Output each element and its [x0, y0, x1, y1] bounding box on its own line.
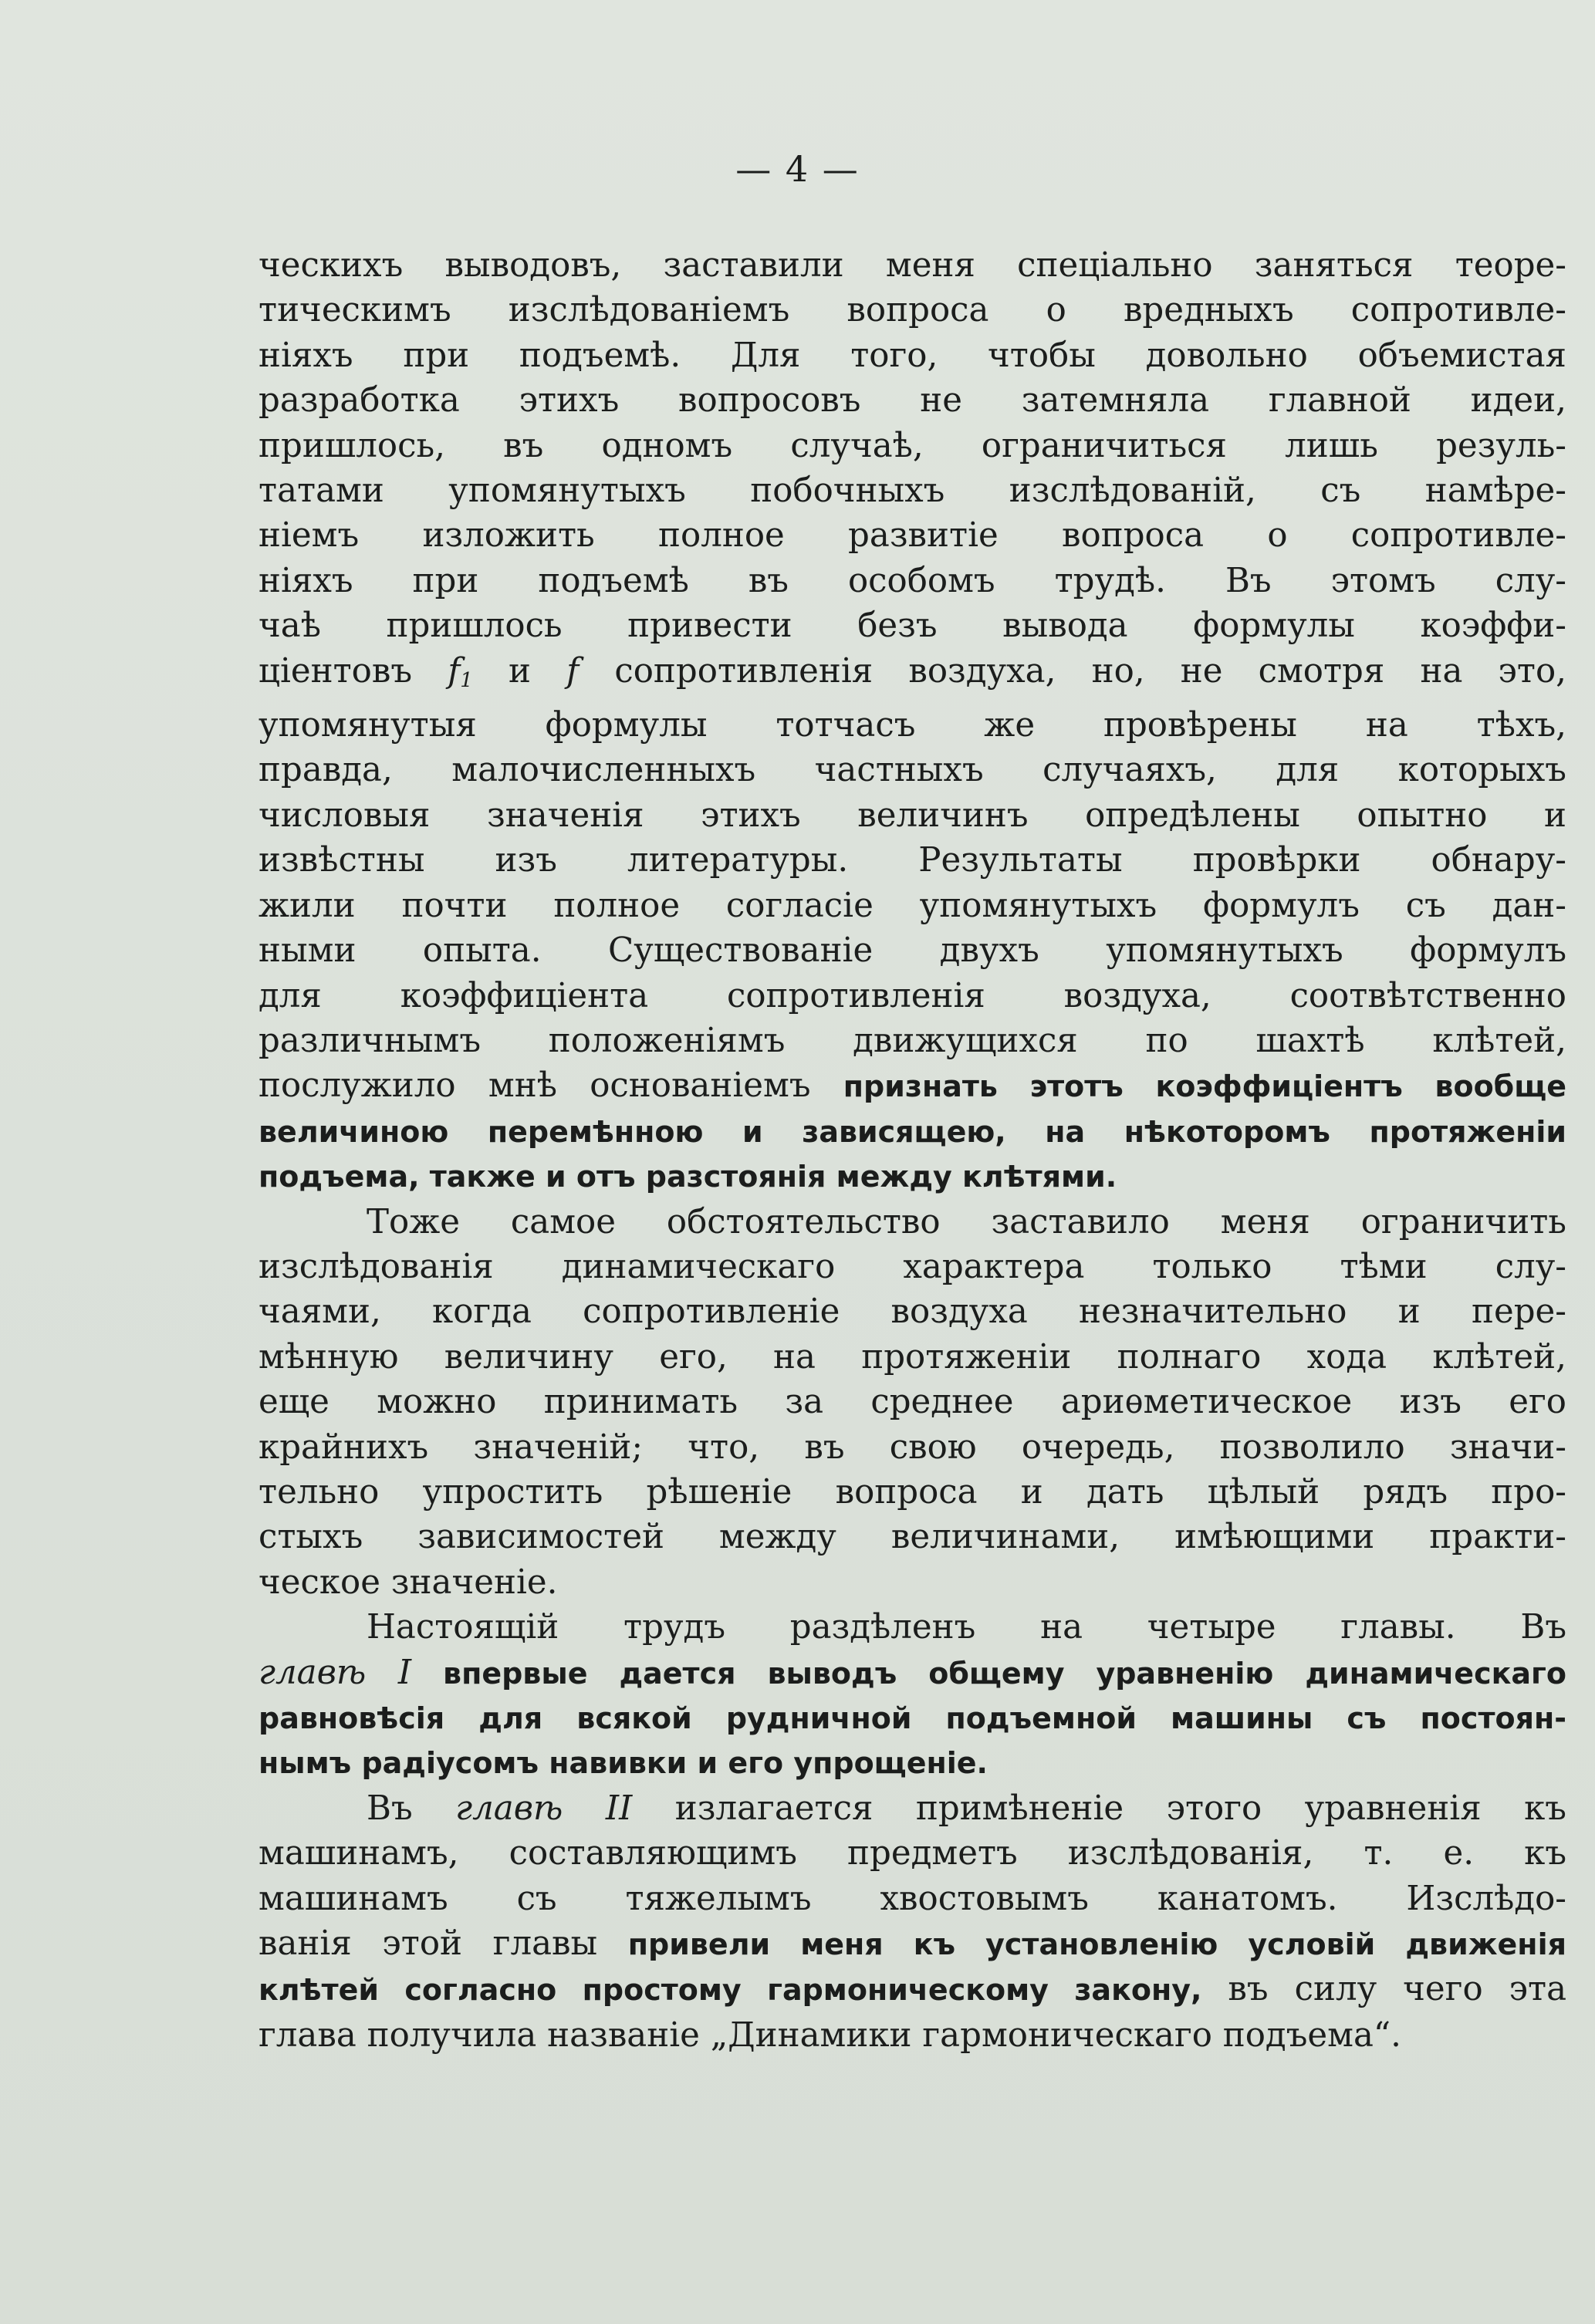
page-number: — 4 — — [735, 148, 860, 190]
text-line: чаѣ пришлось привести безъ вывода формулы коэффи- — [259, 606, 1566, 646]
text-line: жили почти полное согласіе упомянутыхъ формулъ съ дан- — [259, 886, 1566, 925]
bold-line: подъема, также и отъ разстоянія между клѣтями. — [259, 1160, 1117, 1194]
mixed-line — [259, 1650, 1566, 1696]
text-line: ческихъ выводовъ, заставили меня спеціально заняться теоре- — [259, 246, 1566, 285]
bold-run: впервые дается выводъ общему уравненію динамическаго — [411, 1656, 1566, 1691]
text-run: излагается примѣненіе этого уравненія къ — [632, 1789, 1566, 1828]
mixed-line — [259, 1063, 1566, 1109]
mixed-line — [259, 1921, 1566, 1967]
formula-line — [259, 649, 1566, 703]
bold-line: равновѣсія для всякой рудничной подъемной машины съ постоян- — [259, 1701, 1566, 1735]
bold-run: клѣтей согласно простому гармоническому закону, — [259, 1973, 1202, 2008]
paragraph-2 — [259, 1200, 1566, 1606]
bold-line: величиною перемѣнною и зависящею, на нѣкоторомъ протяженіи — [259, 1114, 1566, 1149]
symbol-f1 — [448, 652, 473, 691]
text-line: машинамъ съ тяжелымъ хвостовымъ канатомъ. Изслѣдо- — [259, 1879, 1566, 1918]
text-line: упомянутыя формулы тотчасъ же провѣрены на тѣхъ, — [259, 706, 1566, 745]
text-run: Въ — [367, 1789, 456, 1828]
text-line: числовыя значенія этихъ величинъ опредѣлены опытно и — [259, 795, 1566, 835]
symbol-f: f — [566, 651, 580, 691]
text-run: ванія этой главы — [259, 1924, 628, 1964]
text-run: послужило мнѣ основаніемъ — [259, 1066, 843, 1106]
text-line: разработка этихъ вопросовъ не затемняла главной идеи, — [259, 381, 1566, 421]
bold-line: нымъ радіусомъ навивки и его упрощеніе. — [259, 1746, 988, 1781]
text-line: чаями, когда сопротивленіе воздуха незначительно и пере- — [259, 1292, 1566, 1332]
text-run: и — [472, 651, 567, 691]
body-text — [259, 243, 1566, 2058]
text-line: Тоже самое обстоятельство заставило меня ограничить — [367, 1202, 1566, 1241]
paragraph-1 — [259, 243, 1566, 1200]
paragraph-3 — [259, 1605, 1566, 1786]
text-line: извѣстны изъ литературы. Результаты провѣрки обнару- — [259, 841, 1566, 880]
text-line: тическимъ изслѣдованіемъ вопроса о вредныхъ сопротивле- — [259, 291, 1566, 330]
paragraph-4 — [259, 1786, 1566, 2058]
text-line: пришлось, въ одномъ случаѣ, ограничиться лишь резуль- — [259, 426, 1566, 465]
text-line: правда, малочисленныхъ частныхъ случаяхъ, для которыхъ — [259, 751, 1566, 790]
mixed-line — [259, 1786, 1566, 1831]
italic-run: главѣ I — [259, 1653, 412, 1692]
subscript-1: 1 — [460, 668, 473, 692]
text-line: ніяхъ при подъемѣ. Для того, чтобы довольно объемистая — [259, 336, 1566, 375]
text-line: ніяхъ при подъемѣ въ особомъ трудѣ. Въ этомъ слу- — [259, 561, 1566, 600]
text-line: мѣнную величину его, на протяженіи полнаго хода клѣтей, — [259, 1337, 1566, 1376]
text-line: ніемъ изложить полное развитіе вопроса о сопротивле- — [259, 516, 1566, 556]
text-line: стыхъ зависимостей между величинами, имѣющими практи- — [259, 1518, 1566, 1557]
text-run: сопротивленія воздуха, но, не смотря на это, — [579, 651, 1566, 691]
bold-run: признать этотъ коэффиціентъ вообще — [843, 1069, 1566, 1104]
text-line: тельно упростить рѣшеніе вопроса и дать цѣлый рядъ про- — [259, 1472, 1566, 1512]
text-line: машинамъ, составляющимъ предметъ изслѣдованія, т. е. къ — [259, 1834, 1566, 1873]
symbol-f: f — [448, 651, 461, 691]
text-line: ческое значеніе. — [259, 1562, 558, 1602]
mixed-line — [259, 1967, 1566, 2012]
text-line: крайнихъ значеній; что, въ свою очередь, позволило значи- — [259, 1427, 1566, 1467]
text-line: Настоящій трудъ раздѣленъ на четыре главы. Въ — [367, 1608, 1566, 1647]
text-line: изслѣдованія динамическаго характера только тѣми слу- — [259, 1247, 1566, 1286]
text-line: различнымъ положеніямъ движущихся по шахтѣ клѣтей, — [259, 1021, 1566, 1060]
text-line: еще можно принимать за среднее ариѳметическое изъ его — [259, 1383, 1566, 1422]
text-line: глава получила названіе „Динамики гармоническаго подъема“. — [259, 2015, 1401, 2055]
bold-run: привели меня къ установленію условій движенія — [627, 1927, 1566, 1962]
text-line: для коэффиціента сопротивленія воздуха, соотвѣтственно — [259, 976, 1566, 1015]
text-run: ціентовъ — [259, 651, 448, 691]
text-line: татами упомянутыхъ побочныхъ изслѣдованій, съ намѣре- — [259, 471, 1566, 511]
italic-run: главѣ II — [455, 1789, 633, 1828]
text-line: ными опыта. Существованіе двухъ упомянутыхъ формулъ — [259, 931, 1566, 971]
text-run: въ силу чего эта — [1201, 1970, 1566, 2009]
